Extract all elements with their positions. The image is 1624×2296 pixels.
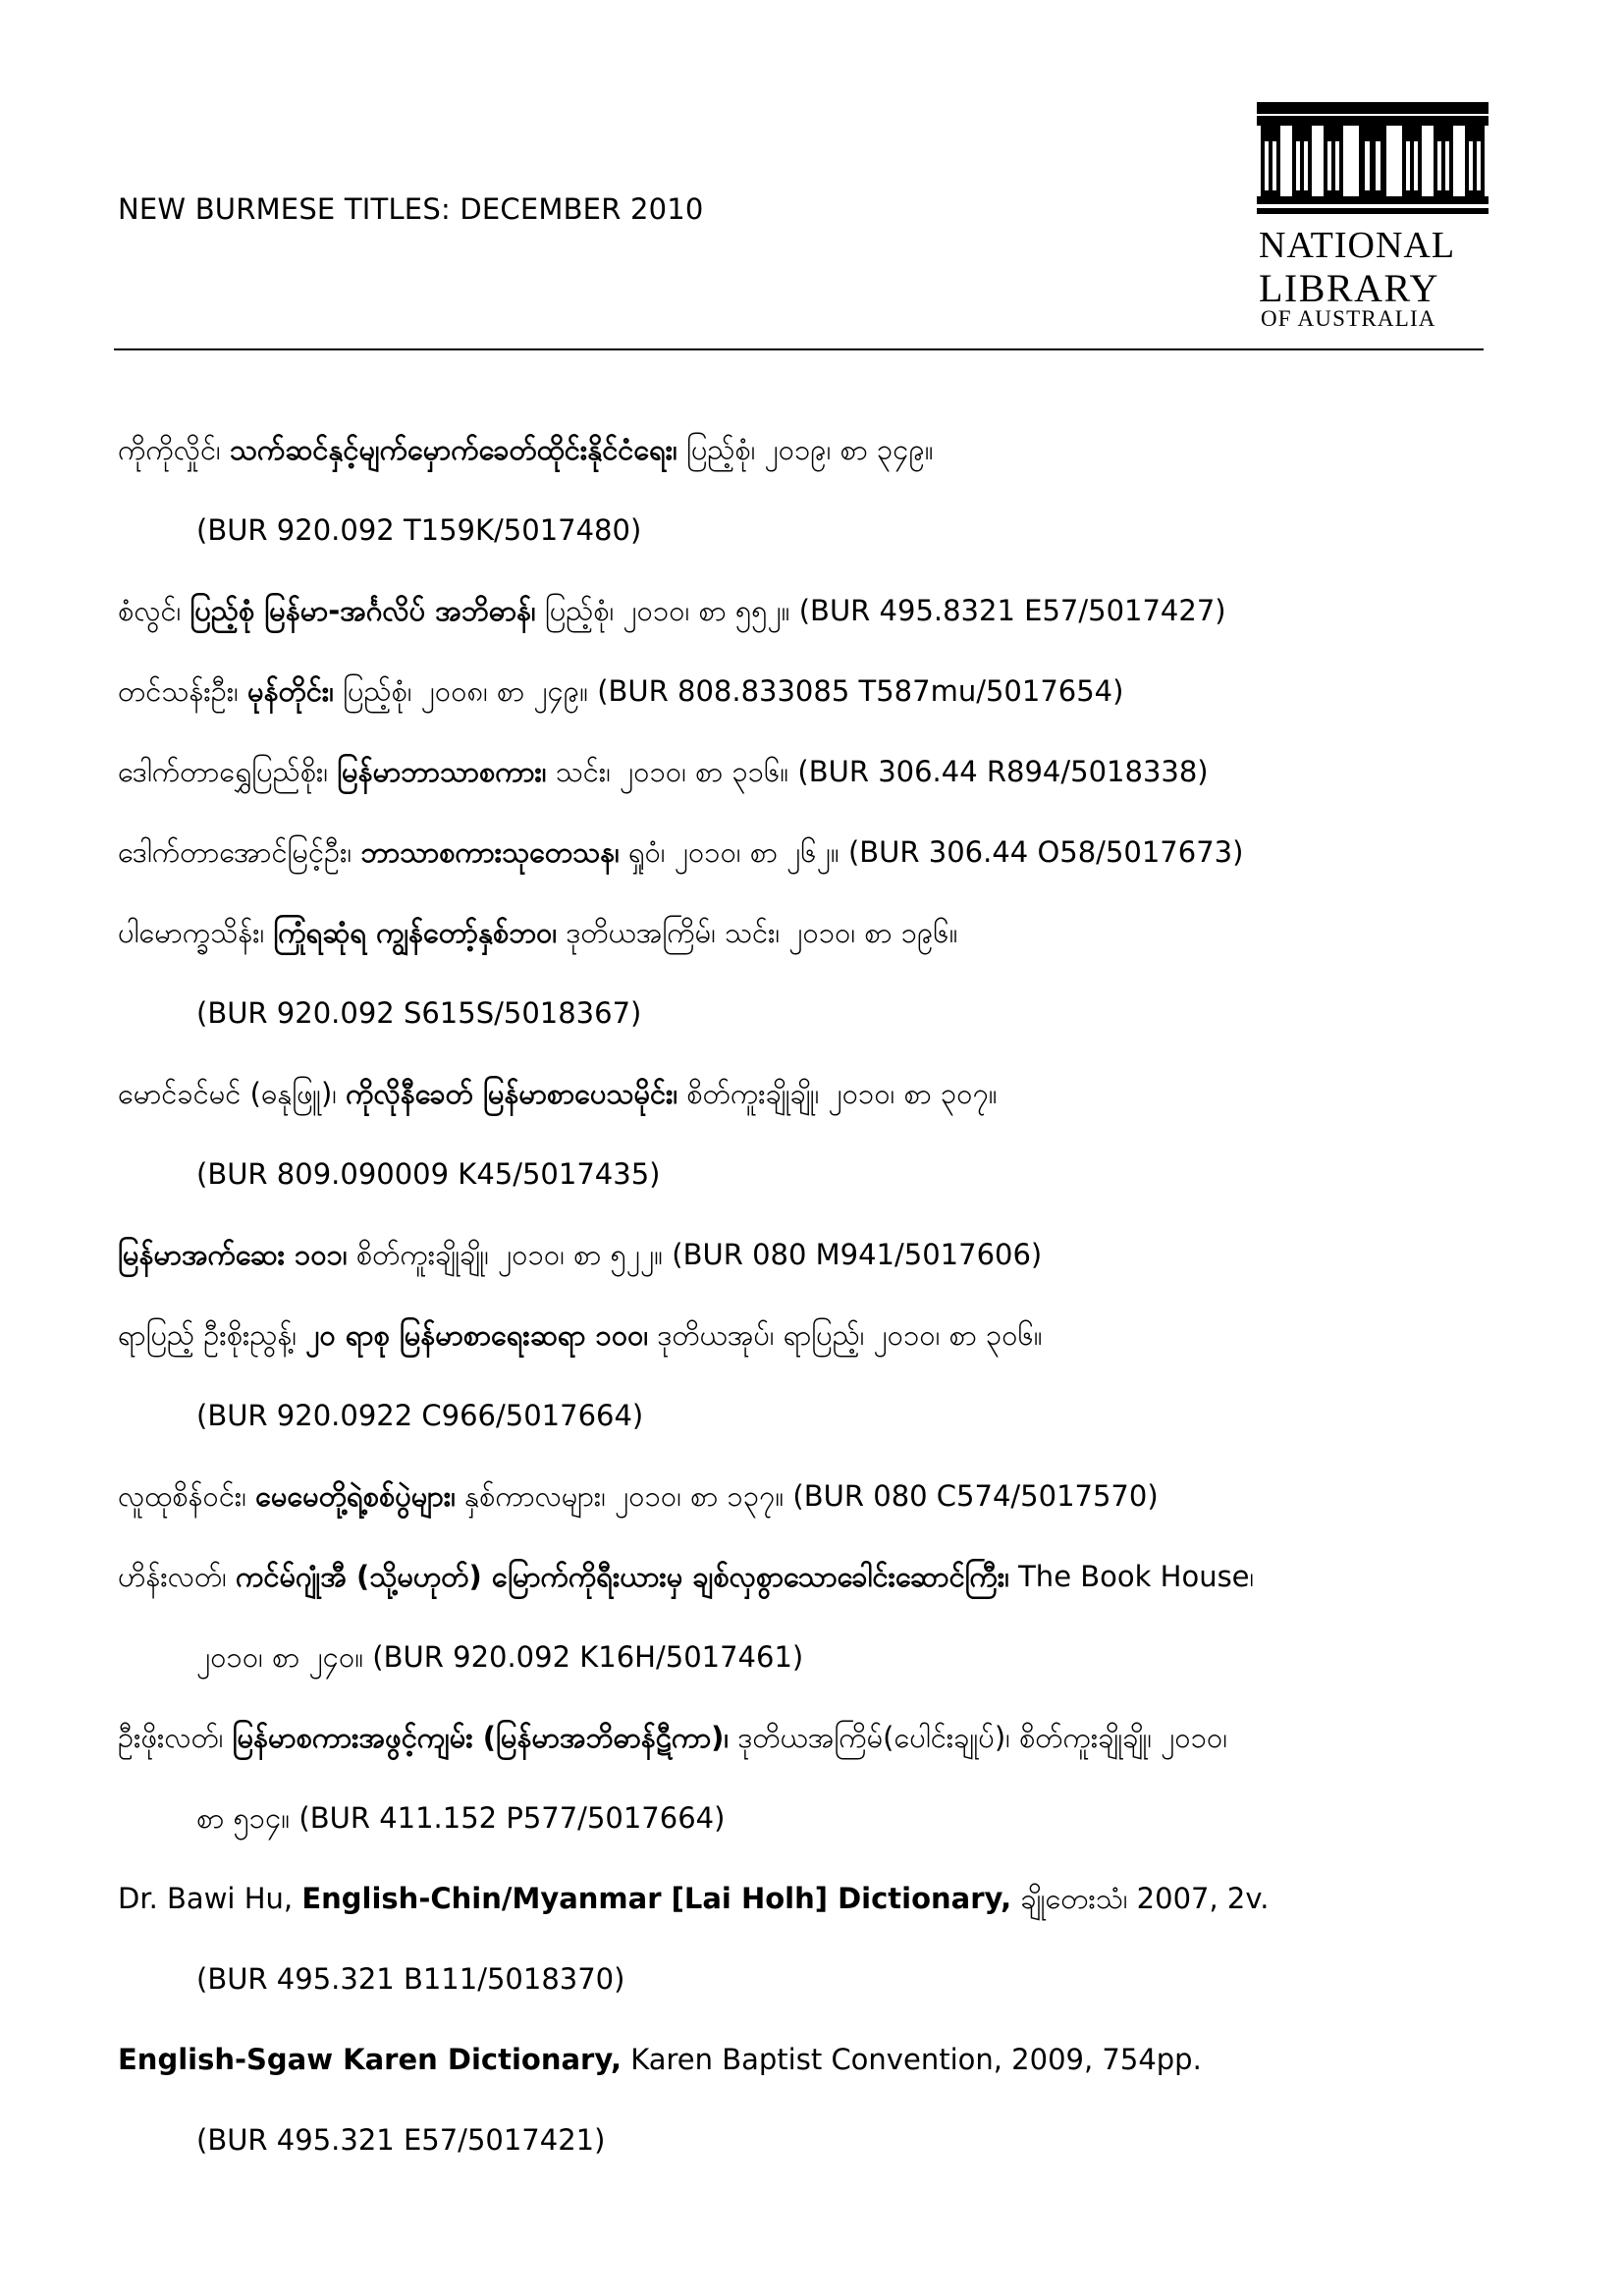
entry-imprint: Karen Baptist Convention, 2009, 754pp. [622, 2043, 1202, 2076]
entry-imprint: နှစ်ကာလများ၊ ၂၀၁၀၊ စာ ၁၃၇။ (BUR 080 C574/5017570) [455, 1479, 1159, 1513]
entry-imprint: ဒုတိယအကြိမ်(ပေါင်းချုပ်)၊ စိတ်ကူးချိုချို၊ ၂၀၁၀၊ [729, 1721, 1227, 1754]
entry-call-number: (BUR 495.321 B111/5018370) [196, 1962, 625, 1996]
entry-author: ကိုကိုလှိုင်၊ [118, 433, 230, 466]
entry-author: ရာပြည့် ဦးစိုးညွန့်၊ [118, 1318, 306, 1352]
page-title: NEW BURMESE TITLES: DECEMBER 2010 [118, 192, 704, 226]
list-item [118, 424, 1502, 505]
list-item [118, 1309, 1502, 1390]
entry-author: စံလွင်၊ [118, 594, 190, 627]
list-item [118, 746, 1502, 827]
entry-imprint: The Book House၊ [1008, 1560, 1255, 1593]
entry-imprint: စိတ်ကူးချိုချို၊ ၂၀၁၀၊ စာ ၅၂၂။ (BUR 080 M941/5017606) [347, 1238, 1043, 1271]
entry-imprint: ရှုဝံ၊ ၂၀၁၀၊ စာ ၂၆၂။ (BUR 306.44 O58/5017673) [619, 835, 1244, 869]
entry-title: မုန်တိုင်း၊ [247, 674, 334, 708]
list-item [118, 1229, 1502, 1309]
entry-title: ကြုံရဆုံရ ကျွန်တော့်နှစ်ဘဝ၊ [273, 916, 558, 949]
entry-imprint: ပြည့်စုံ၊ ၂၀၁၉၊ စာ ၃၄၉။ [677, 433, 934, 466]
entry-imprint: ပြည့်စုံ၊ ၂၀၁၀၊ စာ ၅၅၂။ (BUR 495.8321 E57/5017427) [535, 594, 1226, 627]
entry-author: ဒေါက်တာရွှေပြည်စိုး၊ [118, 755, 338, 788]
entry-call-number: ၂၀၁၀၊ စာ ၂၄၀။ (BUR 920.092 K16H/5017461) [196, 1640, 804, 1674]
logo-text-library: LIBRARY [1259, 266, 1439, 310]
entry-author: ဟိန်းလတ်၊ [118, 1560, 236, 1593]
logo-text-of-australia: OF AUSTRALIA [1261, 306, 1436, 331]
list-item [118, 585, 1502, 666]
entry-author: တင်သန်းဦး၊ [118, 674, 247, 708]
list-item [118, 1712, 1502, 1792]
header-divider [114, 348, 1484, 350]
list-item [118, 2034, 1502, 2114]
entry-author: ဦးဖိုးလတ်၊ [118, 1721, 233, 1754]
entry-title: သက်ဆင်နှင့်မျက်မှောက်ခေတ်ထိုင်းနိုင်ငံရေး၊ [229, 433, 677, 466]
library-building-icon [1257, 102, 1489, 220]
list-item [118, 1068, 1502, 1148]
entry-author: ဒေါက်တာအောင်မြင့်ဦး၊ [118, 835, 361, 869]
entry-title: မြန်မာအက်ဆေး ၁၀၁၊ [118, 1238, 348, 1271]
entry-title: ကင်မ်ဂျုံအီ (သို့မဟုတ်) မြောက်ကိုရီးယားမှ ချစ်လှစွာသောခေါင်းဆောင်ကြီး၊ [235, 1560, 1009, 1593]
list-item [118, 666, 1502, 746]
entry-imprint: ဒုတိယအကြိမ်၊ သင်း၊ ၂၀၁၀၊ စာ ၁၉၆။ [557, 916, 958, 949]
entry-title: မြန်မာစကားအဖွင့်ကျမ်း (မြန်မာအဘိဓာန်ဋီကာ)၊ [232, 1721, 729, 1754]
entry-call-number: (BUR 920.0922 C966/5017664) [196, 1399, 644, 1432]
entry-imprint: စိတ်ကူးချိုချို၊ ၂၀၁၀၊ စာ ၃၀၇။ [677, 1077, 998, 1110]
entry-author: Dr. Bawi Hu, [118, 1882, 302, 1915]
list-item [118, 1873, 1502, 1953]
entry-imprint: သင်း၊ ၂၀၁၀၊ စာ ၃၁၆။ (BUR 306.44 R894/5018338) [546, 755, 1209, 788]
entry-title: ကိုလိုနီခေတ် မြန်မာစာပေသမိုင်း၊ [346, 1077, 678, 1110]
entry-title: English-Sgaw Karen Dictionary, [118, 2043, 623, 2076]
entry-author: မောင်ခင်မင် (ဓနုဖြူ)၊ [118, 1077, 347, 1110]
entry-title: ပြည့်စုံ မြန်မာ-အင်္ဂလိပ် အဘိဓာန်၊ [189, 594, 536, 627]
entry-title: ဘာသာစကားသုတေသန၊ [360, 835, 620, 869]
list-item [118, 1551, 1502, 1631]
national-library-logo [1257, 102, 1489, 338]
entry-call-number: (BUR 920.092 S615S/5018367) [196, 996, 642, 1030]
entry-imprint: ဒုတိယအုပ်၊ ရာပြည့်၊ ၂၀၁၀၊ စာ ၃၀၆။ [648, 1318, 1043, 1352]
list-item [118, 827, 1502, 907]
entry-title: မေမေတို့ရဲ့စစ်ပွဲများ၊ [255, 1479, 456, 1513]
entry-call-number: (BUR 495.321 E57/5017421) [196, 2123, 606, 2157]
entry-author: ပါမောက္ခသိန်း၊ [118, 916, 274, 949]
entry-call-number: (BUR 920.092 T159K/5017480) [196, 513, 642, 547]
entry-call-number: (BUR 809.090009 K45/5017435) [196, 1157, 661, 1191]
list-item [118, 1470, 1502, 1551]
entry-author: လူထုစိန်ဝင်း၊ [118, 1479, 256, 1513]
entry-imprint: ချိုတေးသံ၊ 2007, 2v. [1011, 1882, 1270, 1915]
title-list [118, 424, 1502, 2195]
logo-text-national: NATIONAL [1259, 225, 1456, 266]
list-item [118, 907, 1502, 988]
entry-title: English-Chin/Myanmar [Lai Holh] Dictionary, [301, 1882, 1012, 1915]
entry-title: မြန်မာဘာသာစကား၊ [337, 755, 547, 788]
entry-call-number: စာ ၅၁၄။ (BUR 411.152 P577/5017664) [196, 1801, 726, 1835]
entry-title: ၂၀ ရာစု မြန်မာစာရေးဆရာ ၁၀၀၊ [305, 1318, 649, 1352]
entry-imprint: ပြည့်စုံ၊ ၂၀၀၈၊ စာ ၂၄၉။ (BUR 808.833085 T587mu/5017654) [333, 674, 1124, 708]
